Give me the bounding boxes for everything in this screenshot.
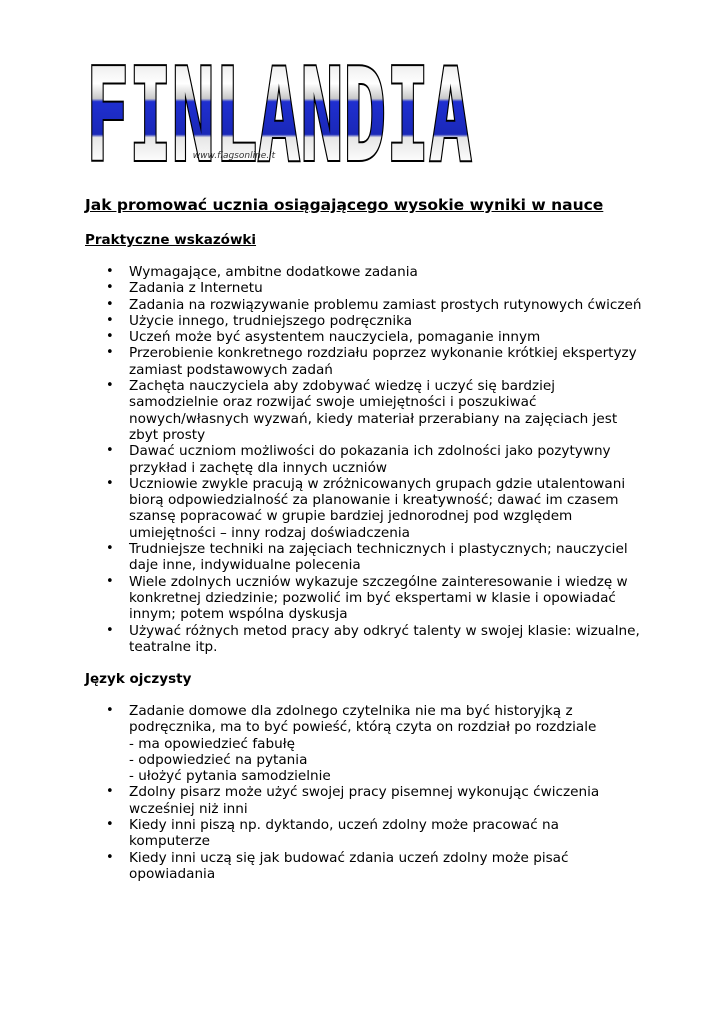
bullet-icon: •	[106, 280, 114, 296]
bullet-icon: •	[106, 378, 114, 394]
practical-tips-list	[100, 264, 660, 655]
section-heading-practical-tips: Praktyczne wskazówki	[85, 232, 257, 248]
bullet-icon: •	[106, 573, 114, 589]
bullet-icon: •	[106, 849, 114, 865]
list-item	[100, 817, 660, 850]
bullet-icon: •	[106, 541, 114, 557]
list-item-text: Używać różnych metod pracy aby odkryć talenty w swojej klasie: wizualne,	[129, 622, 640, 639]
list-item	[100, 623, 660, 656]
list-item-text: szansę popracować w grupie bardziej jednorodnej pod względem	[129, 508, 573, 525]
list-item-text: Zadania na rozwiązywanie problemu zamiast prostych rutynowych ćwiczeń	[129, 296, 642, 313]
list-item-text: Zdolny pisarz może użyć swojej pracy pisemnej wykonując ćwiczenia	[129, 784, 600, 801]
list-item-text: przykład i zachętę dla innych uczniów	[129, 459, 388, 476]
list-item-text: konkretnej dziedzinie; pozwolić im być ekspertami w klasie i opowiadać	[129, 589, 616, 606]
list-item-text: teatralne itp.	[129, 638, 218, 655]
list-item-text: Dawać uczniom możliwości do pokazania ich zdolności jako pozytywny	[129, 443, 611, 460]
list-item	[100, 378, 660, 443]
list-item-text: Trudniejsze techniki na zajęciach technicznych i plastycznych; nauczyciel	[129, 541, 628, 558]
list-item-text: - ułożyć pytania samodzielnie	[129, 768, 331, 785]
bullet-icon: •	[106, 784, 114, 800]
list-item-text: - ma opowiedzieć fabułę	[129, 735, 295, 752]
list-item-text: Wymagające, ambitne dodatkowe zadania	[129, 264, 418, 280]
list-item-text: Zadanie domowe dla zdolnego czytelnika nie ma być historyjką z	[129, 703, 573, 719]
list-item-text: Kiedy inni piszą np. dyktando, uczeń zdolny może pracować na	[129, 817, 559, 834]
list-item-text: Kiedy inni uczą się jak budować zdania uczeń zdolny może pisać	[129, 849, 569, 866]
section-heading-native-language: Język ojczysty	[85, 671, 192, 687]
list-item	[100, 850, 660, 883]
bullet-icon: •	[106, 296, 114, 312]
list-item-text: wcześniej niż inni	[129, 800, 248, 817]
list-item-text: podręcznika, ma to być powieść, którą czyta on rozdział po rozdziale	[129, 719, 597, 736]
list-item-text: samodzielnie oraz rozwijać swoje umiejętności i poszukiwać	[129, 394, 537, 411]
list-item-text: innym; potem wspólna dyskusja	[129, 606, 348, 623]
logo-watermark: www.flagsonline.it	[192, 151, 276, 161]
list-item-text: Użycie innego, trudniejszego podręcznika	[129, 312, 413, 329]
bullet-icon: •	[106, 475, 114, 491]
list-item-text: - odpowiedzieć na pytania	[129, 751, 308, 768]
list-item	[100, 264, 660, 280]
list-item-text: zbyt prosty	[129, 426, 206, 443]
list-item	[100, 784, 660, 817]
bullet-icon: •	[106, 264, 114, 279]
finlandia-logo	[84, 62, 474, 164]
list-item	[100, 476, 660, 541]
list-item-text: Zachęta nauczyciela aby zdobywać wiedzę i uczyć się bardziej	[129, 378, 556, 395]
bullet-icon: •	[106, 443, 114, 459]
list-item-text: Zadania z Internetu	[129, 280, 263, 297]
bullet-icon: •	[106, 817, 114, 833]
bullet-icon: •	[106, 703, 114, 718]
list-item-text: daje inne, indywidualne polecenia	[129, 557, 361, 574]
list-item-text: biorą odpowiedzialność za planowanie i kreatywność; dawać im czasem	[129, 492, 619, 509]
list-item-text: Uczniowie zwykle pracują w zróżnicowanych grupach gdzie utalentowani	[129, 475, 626, 492]
list-item	[100, 280, 660, 296]
document-title: Jak promować ucznia osiągającego wysokie wyniki w nauce	[85, 196, 604, 214]
list-item-text: Wiele zdolnych uczniów wykazuje szczególne zainteresowanie i wiedzę w	[129, 573, 628, 590]
list-item	[100, 313, 660, 329]
list-item	[100, 443, 660, 476]
bullet-icon: •	[106, 345, 114, 361]
list-item-text: komputerze	[129, 833, 210, 850]
list-item-text: opowiadania	[129, 865, 216, 882]
bullet-icon: •	[106, 329, 114, 345]
list-item-text: Przerobienie konkretnego rozdziału poprzez wykonanie krótkiej ekspertyzy	[129, 345, 637, 362]
list-item-text: zamiast podstawowych zadań	[129, 361, 333, 378]
list-item	[100, 541, 660, 574]
logo-text: FINLANDIA	[86, 62, 472, 164]
list-item	[100, 345, 660, 378]
bullet-icon: •	[106, 312, 114, 328]
list-item	[100, 574, 660, 623]
list-item-text: Uczeń może być asystentem nauczyciela, pomaganie innym	[129, 329, 541, 346]
list-item	[100, 297, 660, 313]
list-item-text: umiejętności – inny rodzaj doświadczenia	[129, 524, 410, 541]
bullet-icon: •	[106, 622, 114, 638]
native-language-list	[100, 703, 660, 882]
list-item	[100, 703, 660, 784]
list-item-text: nowych/własnych wyzwań, kiedy materiał przerabiany na zajęciach jest	[129, 410, 618, 427]
list-item	[100, 329, 660, 345]
